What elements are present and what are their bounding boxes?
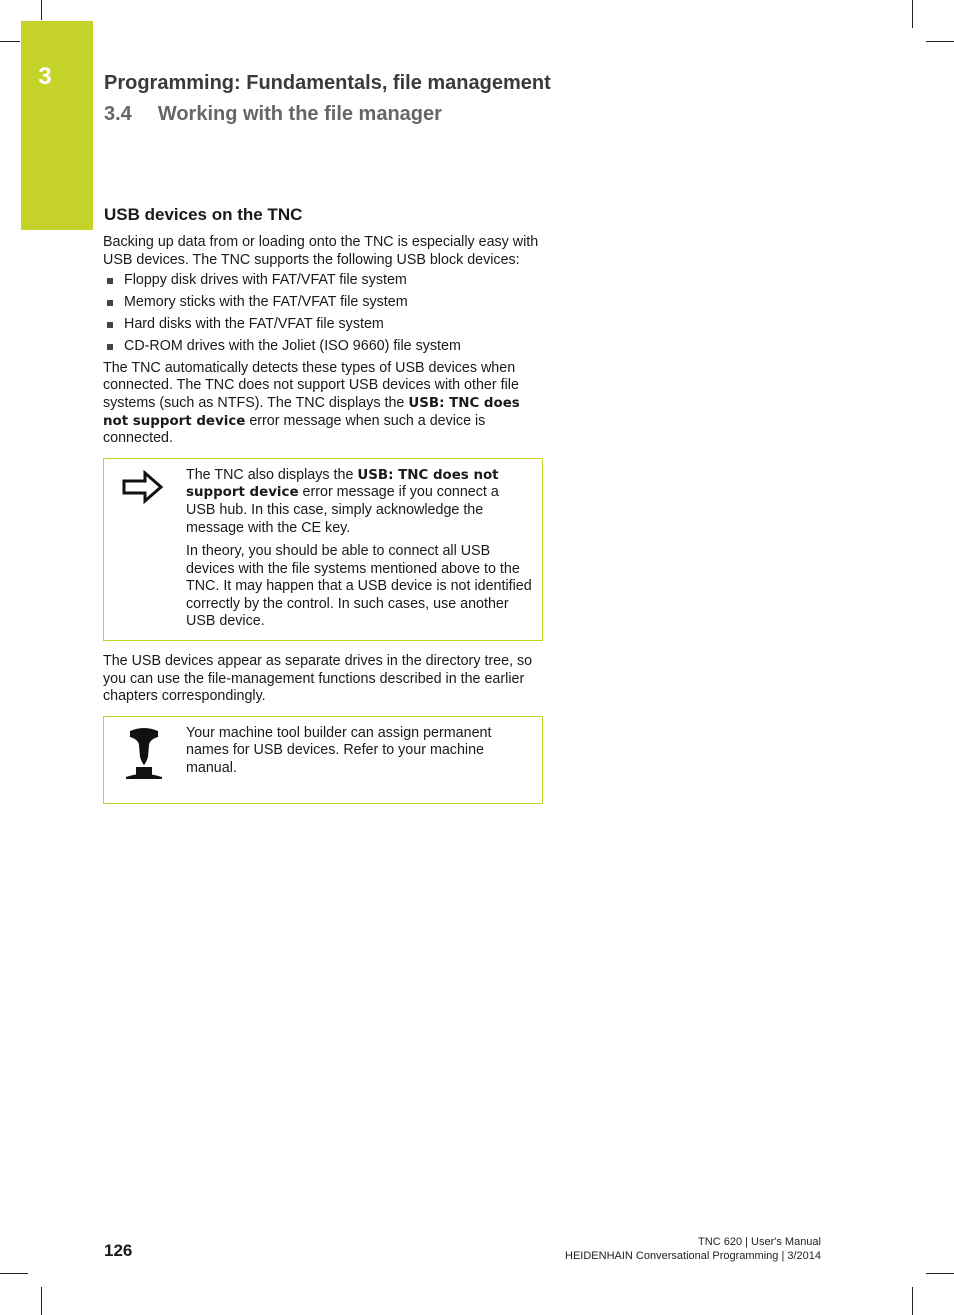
text-run: error message if you connect a USB hub. In this case, simply acknowledge the message with the CE key. [186, 484, 499, 536]
list-item-text: Floppy disk drives with FAT/VFAT file system [124, 272, 407, 289]
error-message-name: USB: TNC does not support device [186, 467, 499, 501]
note-paragraph: In theory, you should be able to connect all USB devices with the file systems mentioned above to the TNC. It may happen that a USB device is not identified correctly by the control. In such cases, use another USB device. [186, 543, 532, 630]
bullet-square-icon [107, 344, 113, 350]
note-text [186, 717, 542, 803]
note-icon-cell [104, 717, 186, 803]
section-number: 3.4 [104, 103, 132, 125]
list-item [103, 338, 543, 356]
list-item-text: Memory sticks with the FAT/VFAT file system [124, 294, 408, 311]
error-message-name: USB: TNC does not support device [103, 395, 520, 429]
bullet-square-icon [107, 322, 113, 328]
arrow-right-icon [121, 469, 165, 505]
crop-mark [41, 1287, 42, 1315]
list-item-text: CD-ROM drives with the Joliet (ISO 9660) file system [124, 337, 461, 354]
note-box-machine [103, 716, 543, 804]
subsection-heading: USB devices on the TNC [104, 205, 303, 224]
list-item [103, 316, 543, 334]
main-content [103, 205, 543, 816]
section-heading [104, 103, 442, 126]
section-title: Working with the file manager [157, 103, 442, 125]
crop-mark [926, 41, 954, 42]
crop-mark [0, 1273, 28, 1274]
list-item-text: Hard disks with the FAT/VFAT file system [124, 315, 384, 332]
crop-mark [41, 0, 42, 20]
bullet-square-icon [107, 278, 113, 284]
crop-mark [926, 1273, 954, 1274]
note-text [186, 459, 542, 640]
note-box-info [103, 458, 543, 641]
crop-mark [0, 41, 20, 42]
footer-line-2: HEIDENHAIN Conversational Programming | 3/2014 [565, 1250, 821, 1262]
note-icon-cell [104, 459, 186, 640]
device-list [103, 272, 543, 355]
chapter-tab [21, 21, 93, 230]
crop-mark [912, 0, 913, 28]
detection-paragraph [103, 360, 543, 448]
intro-paragraph: Backing up data from or loading onto the TNC is especially easy with USB devices. The TNC supports the following USB block devices: [103, 234, 539, 268]
text-run: error message when such a device is connected. [103, 412, 486, 447]
note-paragraph: Your machine tool builder can assign permanent names for USB devices. Refer to your machine manual. [186, 724, 492, 777]
chapter-title: Programming: Fundamentals, file management [104, 72, 551, 94]
text-run: The TNC automatically detects these types of USB devices when connected. The TNC does not support USB devices with other file systems (such as NTFS). The TNC displays the [103, 359, 519, 411]
chapter-number: 3 [38, 63, 52, 90]
note-paragraph [186, 467, 532, 537]
machine-tool-icon [124, 727, 164, 781]
page-number: 126 [104, 1241, 133, 1260]
crop-mark [912, 1287, 913, 1315]
bullet-square-icon [107, 300, 113, 306]
list-item [103, 272, 543, 290]
drives-paragraph: The USB devices appear as separate drives in the directory tree, so you can use the file-management functions described in the earlier chapters correspondingly. [103, 653, 533, 705]
footer-line-1: TNC 620 | User's Manual [698, 1236, 821, 1248]
footer [565, 1235, 821, 1263]
text-run: The TNC also displays the [186, 466, 358, 483]
list-item [103, 294, 543, 312]
